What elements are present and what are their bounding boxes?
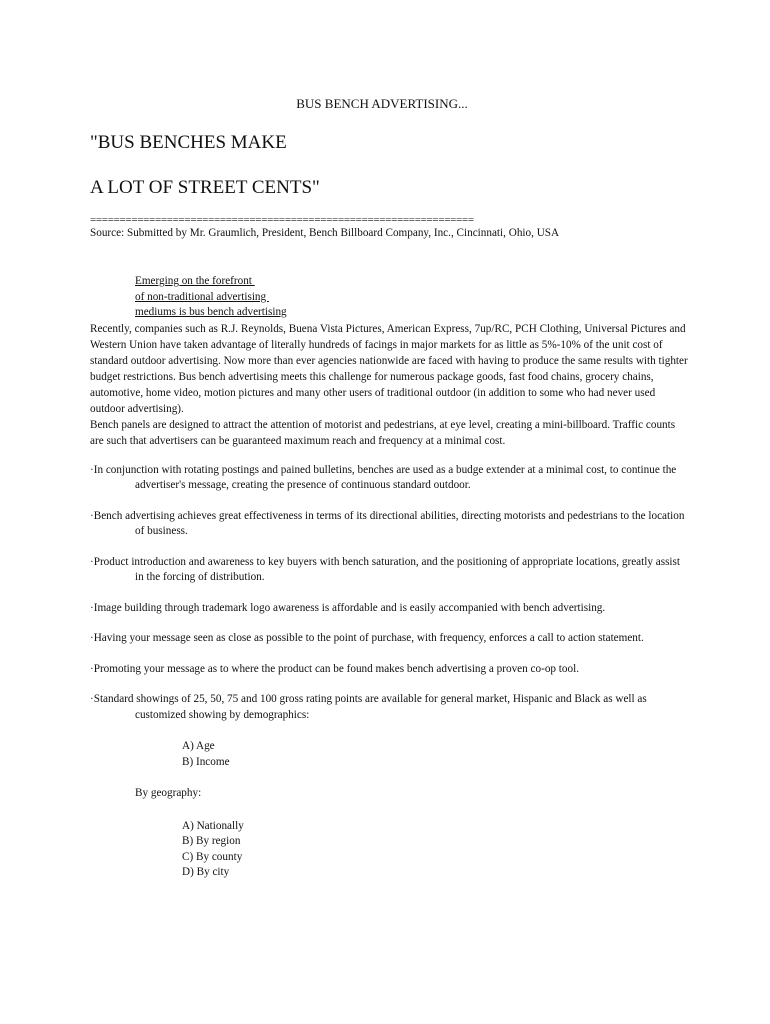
list-item: C) By county xyxy=(182,850,243,863)
pull-quote-line: of non-traditional advertising xyxy=(135,290,269,303)
geography-label: By geography: xyxy=(135,787,202,799)
bullet-item: ·Bench advertising achieves great effectiveness in terms of its directional abilities, directing motorists and pedestrians to the location of business. xyxy=(90,509,685,537)
bullet-item: ·Having your message seen as close as possible to the point of purchase, with frequency, enforces a call to action statement. xyxy=(90,632,644,644)
bullet-item: ·Product introduction and awareness to key buyers with bench saturation, and the positioning of appropriate locations, greatly assist in the forcing of distribution. xyxy=(90,555,680,583)
separator-rule: ================================================================= xyxy=(90,214,474,226)
pull-quote-line: Emerging on the forefront xyxy=(135,275,255,287)
demographics-list xyxy=(182,739,690,770)
list-item: B) By region xyxy=(182,835,241,847)
list-item: A) Age xyxy=(182,740,215,752)
bullet-item: ·In conjunction with rotating postings and pained bulletins, benches are used as a budge extender at a minimal cost, to continue the advertiser's message, creating the presence of continuous standard outdoor. xyxy=(90,463,677,491)
pull-quote xyxy=(135,274,690,321)
bullet-item: ·Promoting your message as to where the product can be found makes bench advertising a proven co-op tool. xyxy=(90,662,580,675)
running-head: BUS BENCH ADVERTISING... xyxy=(296,96,468,111)
list-item: D) By city xyxy=(182,866,230,878)
list-item: A) Nationally xyxy=(182,819,244,832)
headline-line-2: A LOT OF STREET CENTS" xyxy=(90,177,320,198)
bullet-item: ·Image building through trademark logo awareness is affordable and is easily accompanied with bench advertising. xyxy=(90,601,606,614)
bullet-item: ·Standard showings of 25, 50, 75 and 100 gross rating points are available for general market, Hispanic and Black as well as customized showing by demographics: xyxy=(90,693,647,721)
headline-line-1: "BUS BENCHES MAKE xyxy=(90,132,287,153)
body-paragraph: Bench panels are designed to attract the attention of motorist and pedestrians, at eye level, creating a mini-billboard. Traffic counts are such that advertisers can be guaranteed maximum reach and frequency at a minimal cost. xyxy=(90,418,676,447)
document-page xyxy=(90,96,690,881)
source-line: Source: Submitted by Mr. Graumlich, President, Bench Billboard Company, Inc., Cincinnati, Ohio, USA xyxy=(90,227,560,239)
list-item: B) Income xyxy=(182,755,230,768)
pull-quote-line: mediums is bus bench advertising xyxy=(135,306,287,318)
geography-list xyxy=(182,819,690,881)
body-paragraph: Recently, companies such as R.J. Reynolds, Buena Vista Pictures, American Express, 7up/RC, PCH Clothing, Universal Pictures and Western Union have taken advantage of literally hundreds of facings in major markets for as little as 5%-10% of the unit cost of standard outdoor advertising. Now more than ever agencies nationwide are faced with having to produce the same results with tighter budget restrictions. Bus bench advertising meets this challenge for numerous package goods, fast food chains, grocery chains, automotive, home video, motion pictures and many other users of traditional outdoor (in addition to some who had never used outdoor advertising). xyxy=(90,322,688,415)
